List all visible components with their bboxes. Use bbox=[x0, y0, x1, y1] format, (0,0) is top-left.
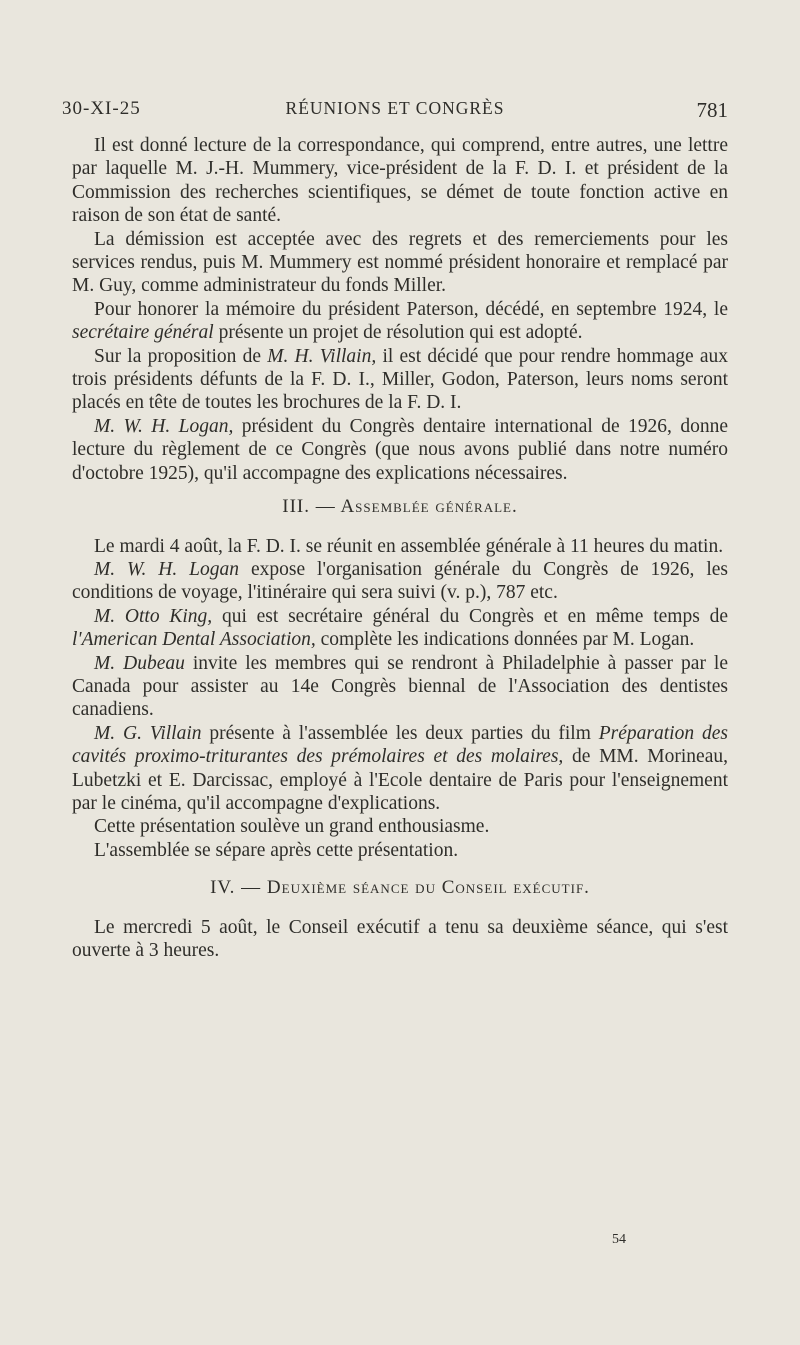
running-header bbox=[62, 98, 728, 128]
text-run: président du Congrès dentaire international de 1926, donne lecture du règlement de ce Congrès (que nous avons publié dans notre numéro d'octobre 1925), qu'il accompagne des explications nécessaires. bbox=[72, 415, 729, 484]
paragraph-group-3 bbox=[72, 916, 728, 963]
paragraph bbox=[72, 605, 728, 652]
text-run: Le mercredi 5 août, le Conseil exécutif a tenu sa deuxième séance, qui s'est ouverte à 3 heures. bbox=[72, 916, 728, 961]
text-run: Il est donné lecture de la correspondance, qui comprend, entre autres, une lettre par laquelle M. J.-H. Mummery, vice-président de la F. D. I. et président de la Commission des recherches scientifiques, se démet de toute fonction active en raison de son état de santé. bbox=[72, 135, 728, 227]
text-run: Cette présentation soulève un grand enthousiasme. bbox=[94, 816, 490, 838]
italic-run: secrétaire général bbox=[72, 322, 214, 344]
text-run: complète les indications données par M. Logan. bbox=[315, 629, 695, 651]
text-run: Le mardi 4 août, la F. D. I. se réunit en assemblée générale à 11 heures du matin. bbox=[94, 535, 724, 557]
text-run: de MM. Morineau, Lubetzki et E. Darcissac, employé à l'Ecole dentaire de Paris pour l'enseignement par le cinéma, qu'il accompagne d'explications. bbox=[72, 746, 728, 814]
text-run: expose l'organisation générale du Congrès de 1926, les conditions de voyage, l'itinéraire qui sera suivi (v. p.), 787 etc. bbox=[72, 558, 729, 604]
section-heading-4: IV. — Deuxième séance du Conseil exécutif. bbox=[210, 877, 590, 899]
italic-run: M. Dubeau bbox=[94, 652, 185, 674]
paragraph bbox=[72, 652, 728, 722]
italic-run: M. G. Villain bbox=[94, 722, 202, 744]
text-run: Sur la proposition de bbox=[94, 345, 268, 367]
paragraph bbox=[72, 228, 728, 298]
paragraph bbox=[72, 345, 728, 415]
italic-run: M. Otto King, bbox=[94, 605, 213, 627]
text-run: L'assemblée se sépare après cette présentation. bbox=[94, 839, 459, 861]
page-number: 781 bbox=[696, 98, 728, 122]
section-heading-3: III. — Assemblée générale. bbox=[282, 496, 518, 518]
text-run: il est décidé que pour rendre hommage aux trois présidents défunts de la F. D. I., Miller, Godon, Paterson, leurs noms seront placés en tête de toutes les brochures de la F. D. I. bbox=[72, 345, 728, 414]
italic-run: M. W. H. Logan, bbox=[94, 415, 234, 437]
paragraph bbox=[72, 916, 728, 963]
paragraph bbox=[72, 415, 728, 485]
body-text bbox=[72, 134, 728, 962]
paragraph bbox=[72, 558, 728, 605]
italic-run: M. H. Villain, bbox=[267, 345, 377, 367]
paragraph bbox=[72, 839, 728, 862]
paragraph bbox=[72, 535, 728, 558]
header-date: 30-XI-25 bbox=[62, 98, 141, 119]
italic-run: l'American Dental Association, bbox=[72, 629, 316, 651]
header-title: RÉUNIONS ET CONGRÈS bbox=[285, 98, 505, 118]
italic-run: Préparation des cavités proximo-triturantes des prémolaires et des molaires, bbox=[72, 722, 728, 768]
signature-mark: 54 bbox=[612, 1232, 626, 1247]
paragraph bbox=[72, 134, 728, 228]
paragraph-group-2 bbox=[72, 535, 728, 863]
text-run: présente un projet de résolution qui est adopté. bbox=[213, 322, 583, 344]
text-run: Pour honorer la mémoire du président Paterson, décédé, en septembre 1924, le bbox=[94, 298, 728, 320]
text-run: présente à l'assemblée les deux parties du film bbox=[201, 722, 599, 744]
paragraph-group-1 bbox=[72, 134, 728, 485]
paragraph bbox=[72, 722, 728, 816]
paragraph bbox=[72, 815, 728, 838]
text-run: qui est secrétaire général du Congrès et en même temps de bbox=[212, 605, 728, 627]
text-run: invite les membres qui se rendront à Philadelphie à passer par le Canada pour assister au 14e Congrès biennal de l'Association des dentistes canadiens. bbox=[72, 652, 729, 721]
paragraph bbox=[72, 298, 728, 345]
text-run: La démission est acceptée avec des regrets et des remerciements pour les services rendus, puis M. Mummery est nommé président honoraire et remplacé par M. Guy, comme administrateur du fonds Miller. bbox=[72, 228, 728, 297]
italic-run: M. W. H. Logan bbox=[94, 558, 240, 580]
